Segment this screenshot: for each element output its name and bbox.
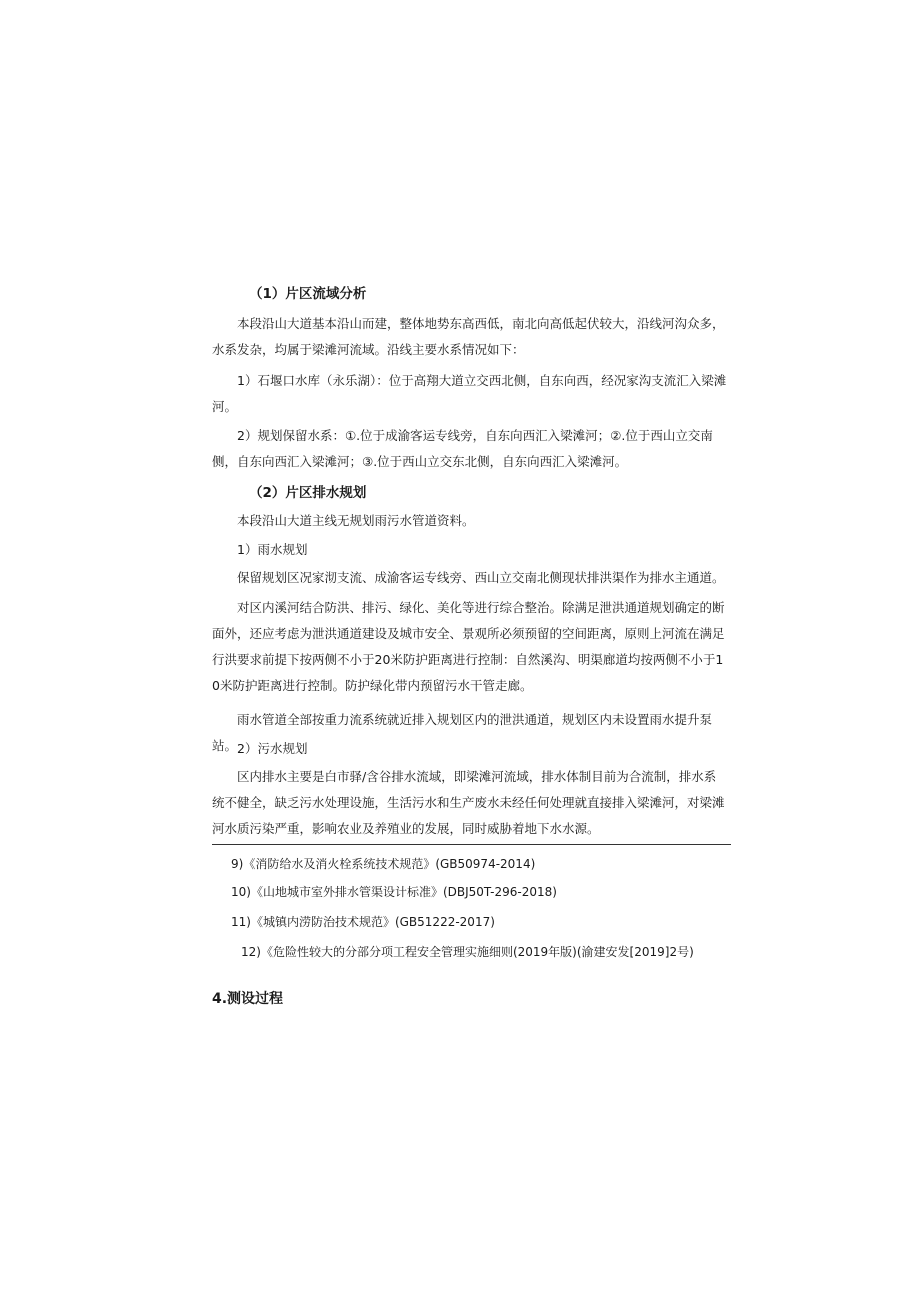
reference-item: 11)《城镇内涝防治技术规范》(GB51222-2017) [231, 915, 495, 929]
rain-paragraph-1: 保留规划区况家沏支流、成渝客运专线旁、西山立交南北侧现状排洪渠作为排水主通道。 [237, 570, 725, 585]
rain-subheading: 1）雨水规划 [237, 542, 308, 557]
reference-item: 9)《消防给水及消火栓系统技术规范》(GB50974-2014) [231, 857, 536, 871]
reference-item: 12)《危险性较大的分部分项工程安全管理实施细则(2019年版)(渝建安发[2019]2号) [241, 945, 694, 959]
sewage-paragraph: 区内排水主要是白市驿/含谷排水流域，即梁滩河流域，排水体制目前为合流制，排水系统不健全，缺乏污水处理设施，生活污水和生产废水未经任何处理就直接排入梁滩河，对梁滩河水质污染严重，影响农业及养殖业的发展，同时威胁着地下水水源。 [212, 769, 725, 836]
rain-paragraph-3: 雨水管道全部按重力流系统就近排入规划区内的泄洪通道，规划区内未设置雨水提升泵站。 [212, 712, 713, 753]
section4-heading: 4.测设过程 [212, 991, 284, 1007]
section1-heading: （1）片区流域分析 [249, 286, 367, 302]
sewage-subheading: 2）污水规划 [237, 741, 308, 756]
divider-line [212, 844, 731, 845]
rain-paragraph-2: 对区内溪河结合防洪、排污、绿化、美化等进行综合整治。除满足泄洪通道规划确定的断面外，还应考虑为泄洪通道建设及城市安全、景观所必须预留的空间距离，原则上河流在满足行洪要求前提下按两侧不小于20米防护距离进行控制：自然溪沟、明渠廊道均按两侧不小于10米防护距离进行控制。防护绿化带内预留污水干管走廊。 [212, 600, 725, 693]
section2-paragraph: 本段沿山大道主线无规划雨污水管道资料。 [237, 513, 475, 528]
reference-item: 10)《山地城市室外排水管渠设计标准》(DBJ50T-296-2018) [231, 885, 557, 899]
section2-heading: （2）片区排水规划 [249, 485, 367, 501]
section1-paragraph: 本段沿山大道基本沿山而建，整体地势东高西低，南北向高低起伏较大，沿线河沟众多，水系发杂，均属于梁滩河流域。沿线主要水系情况如下： [212, 316, 725, 357]
section1-item-2: 2）规划保留水系：①.位于成渝客运专线旁，自东向西汇入梁滩河；②.位于西山立交南侧，自东向西汇入梁滩河；③.位于西山立交东北侧，自东向西汇入梁滩河。 [212, 428, 713, 469]
section1-item-1: 1）石堰口水库（永乐湖）：位于高翔大道立交西北侧，自东向西，经况家沟支流汇入梁滩河。 [212, 373, 727, 414]
